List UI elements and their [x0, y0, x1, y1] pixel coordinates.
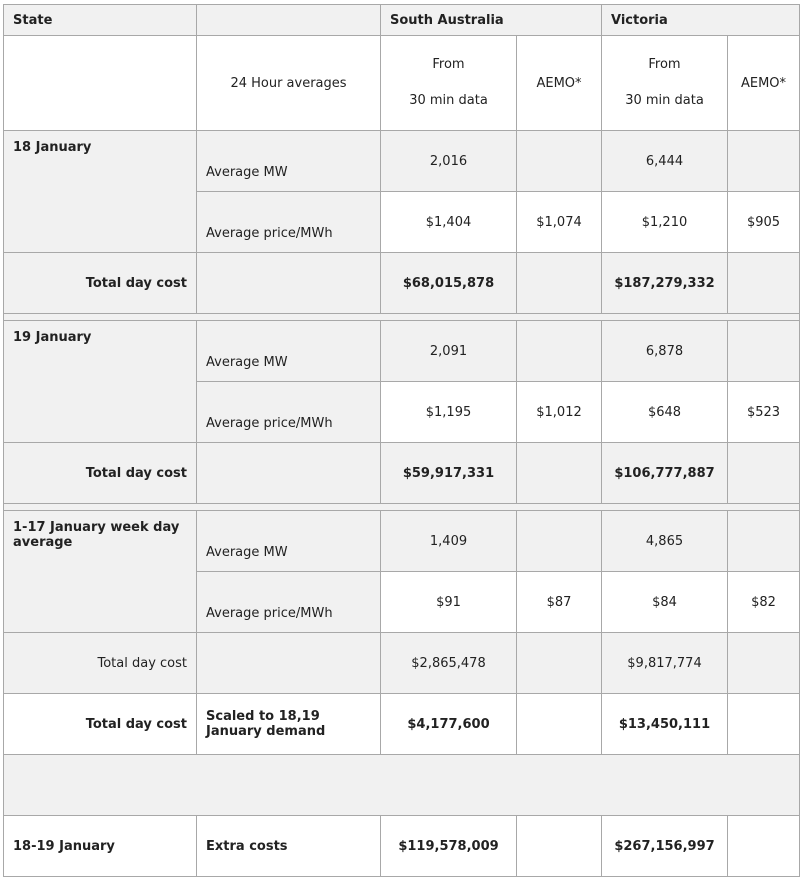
jan19-price-vic-aemo: $523	[728, 382, 800, 443]
jan18-total-sa: $68,015,878	[381, 253, 517, 314]
summary-row	[4, 816, 800, 877]
blank-row	[4, 755, 800, 816]
weekday-mw-sa: 1,409	[381, 511, 517, 572]
table-row	[4, 633, 800, 694]
weekday-mw-label: Average MW	[197, 511, 381, 572]
jan19-price-sa-aemo: $1,012	[517, 382, 602, 443]
jan18-price-vic: $1,210	[602, 192, 728, 253]
weekday-total-label: Total day cost	[4, 633, 197, 694]
section-divider	[4, 504, 800, 511]
vic-from-line1: From	[648, 57, 681, 72]
weekday-mw-vic: 4,865	[602, 511, 728, 572]
jan19-mw-sa: 2,091	[381, 321, 517, 382]
jan18-mw-vic: 6,444	[602, 131, 728, 192]
jan18-price-sa-aemo: $1,074	[517, 192, 602, 253]
jan19-mw-label: Average MW	[197, 321, 381, 382]
jan18-total-label: Total day cost	[4, 253, 197, 314]
jan18-price-vic-aemo: $905	[728, 192, 800, 253]
table-row	[4, 131, 800, 192]
jan19-label: 19 January	[4, 321, 197, 443]
empty-header-cell	[197, 5, 381, 36]
weekday-price-vic-aemo: $82	[728, 572, 800, 633]
summary-sa: $119,578,009	[381, 816, 517, 877]
table-row	[4, 511, 800, 572]
jan18-price-sa: $1,404	[381, 192, 517, 253]
table-row	[4, 321, 800, 382]
sa-from-header	[381, 36, 517, 131]
vic-from-header	[602, 36, 728, 131]
table-row	[4, 694, 800, 755]
jan18-total-vic: $187,279,332	[602, 253, 728, 314]
weekday-scaled-label: Total day cost	[4, 694, 197, 755]
weekday-label: 1-17 January week day average	[4, 511, 197, 633]
sa-from-line2: 30 min data	[409, 93, 488, 108]
energy-cost-table	[3, 4, 800, 877]
jan18-price-label: Average price/MWh	[197, 192, 381, 253]
averages-label: 24 Hour averages	[197, 36, 381, 131]
subheader-empty-cell	[4, 36, 197, 131]
summary-desc: Extra costs	[197, 816, 381, 877]
jan19-price-label: Average price/MWh	[197, 382, 381, 443]
state-header: State	[4, 5, 197, 36]
jan18-label: 18 January	[4, 131, 197, 253]
jan18-mw-label: Average MW	[197, 131, 381, 192]
weekday-scaled-vic: $13,450,111	[602, 694, 728, 755]
table-row	[4, 253, 800, 314]
weekday-scaled-desc: Scaled to 18,19 January demand	[197, 694, 381, 755]
weekday-total-vic: $9,817,774	[602, 633, 728, 694]
table-row	[4, 443, 800, 504]
weekday-price-sa-aemo: $87	[517, 572, 602, 633]
weekday-price-label: Average price/MWh	[197, 572, 381, 633]
sa-from-line1: From	[432, 57, 465, 72]
jan19-price-sa: $1,195	[381, 382, 517, 443]
weekday-total-sa: $2,865,478	[381, 633, 517, 694]
weekday-price-sa: $91	[381, 572, 517, 633]
header-row	[4, 5, 800, 36]
subheader-row	[4, 36, 800, 131]
jan18-mw-sa: 2,016	[381, 131, 517, 192]
jan19-mw-vic: 6,878	[602, 321, 728, 382]
jan19-total-label: Total day cost	[4, 443, 197, 504]
vic-from-line2: 30 min data	[625, 93, 704, 108]
vic-aemo-header: AEMO*	[728, 36, 800, 131]
section-divider	[4, 314, 800, 321]
jan19-total-sa: $59,917,331	[381, 443, 517, 504]
summary-vic: $267,156,997	[602, 816, 728, 877]
weekday-scaled-sa: $4,177,600	[381, 694, 517, 755]
jan19-total-vic: $106,777,887	[602, 443, 728, 504]
weekday-price-vic: $84	[602, 572, 728, 633]
sa-header: South Australia	[381, 5, 602, 36]
jan19-price-vic: $648	[602, 382, 728, 443]
summary-label: 18-19 January	[4, 816, 197, 877]
vic-header: Victoria	[602, 5, 800, 36]
sa-aemo-header: AEMO*	[517, 36, 602, 131]
